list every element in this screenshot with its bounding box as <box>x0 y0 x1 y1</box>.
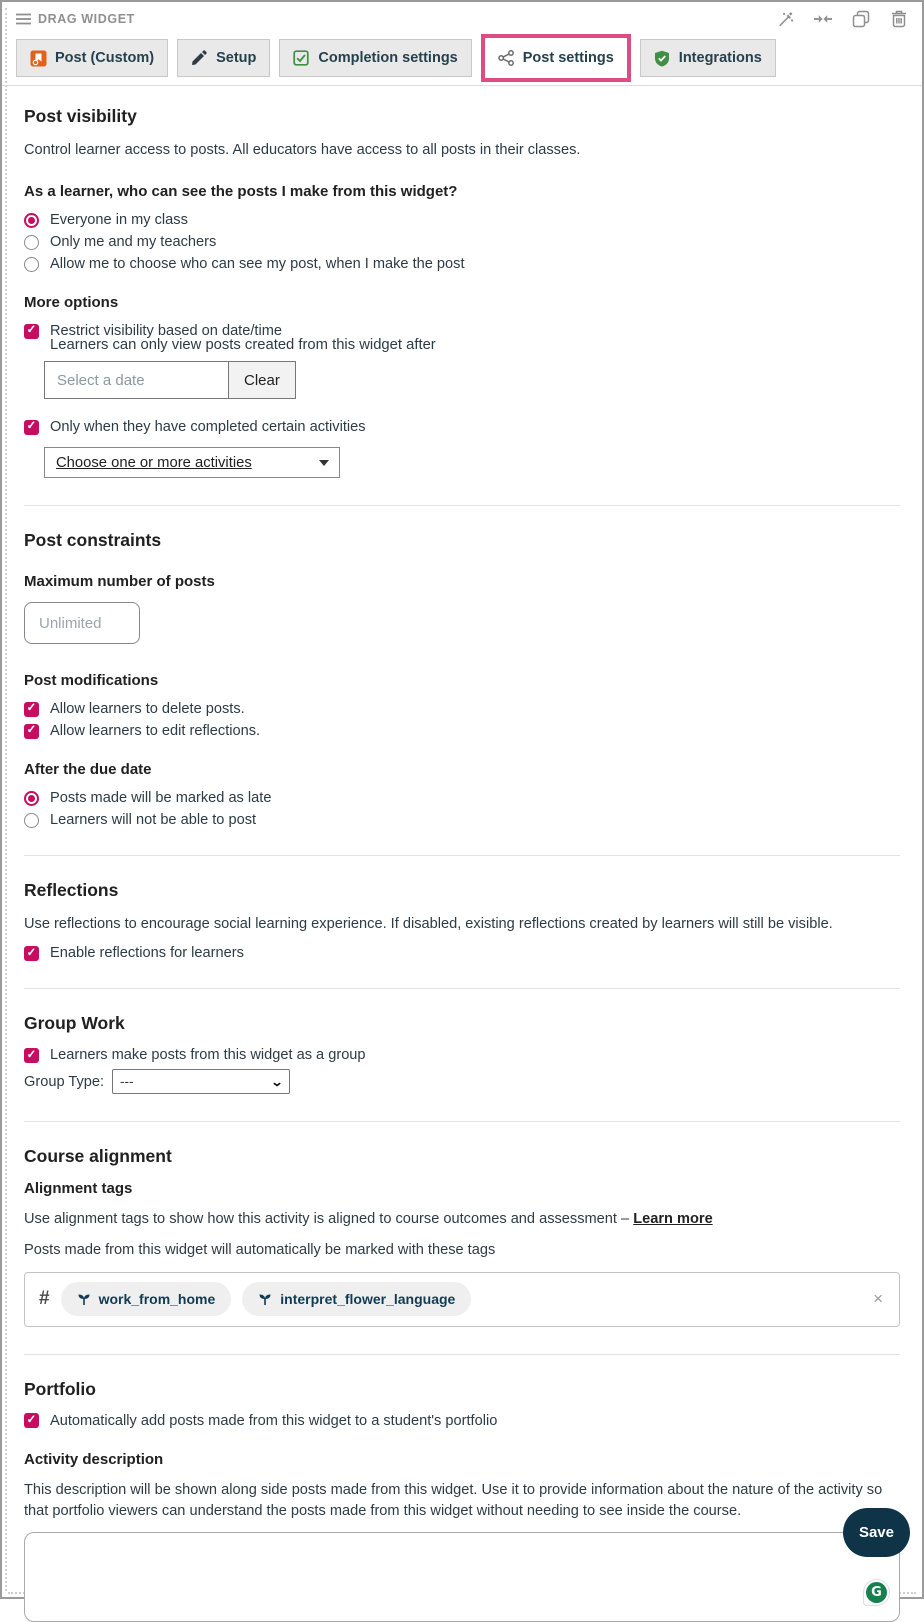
clear-tags-icon[interactable]: × <box>873 1289 883 1309</box>
reflections-heading: Reflections <box>24 880 119 901</box>
pencil-icon <box>191 50 208 67</box>
date-input[interactable] <box>44 361 229 399</box>
radio-everyone[interactable] <box>24 213 39 228</box>
course-alignment-heading: Course alignment <box>24 1146 172 1167</box>
post-modifications-heading: Post modifications <box>24 672 159 690</box>
group-type-label: Group Type: <box>24 1073 105 1090</box>
collapse-arrows-icon[interactable] <box>814 10 832 28</box>
alignment-description-text: Use alignment tags to show how this activity is aligned to course outcomes and assessment – <box>24 1211 634 1228</box>
tab-label: Setup <box>216 50 257 66</box>
section-divider <box>24 505 900 506</box>
visibility-option-only-me[interactable] <box>24 234 900 250</box>
radio-label: Learners will not be able to post <box>50 812 257 829</box>
save-button[interactable]: Save <box>843 1508 910 1557</box>
portfolio-heading: Portfolio <box>24 1378 96 1399</box>
group-type-select[interactable] <box>112 1069 290 1094</box>
widget-header <box>2 2 922 32</box>
auto-portfolio-row[interactable] <box>24 1413 900 1429</box>
completed-activities-row[interactable] <box>24 419 900 435</box>
restrict-help-text: Learners can only view posts created from this widget after <box>50 337 436 354</box>
magic-wand-icon[interactable] <box>776 10 794 28</box>
auto-mark-text: Posts made from this widget will automatically be marked with these tags <box>24 1242 496 1259</box>
allow-edit-row[interactable] <box>24 723 900 739</box>
tag-label: interpret_flower_language <box>280 1291 456 1308</box>
learn-more-link[interactable]: Learn more <box>633 1211 713 1228</box>
completed-activities-checkbox[interactable] <box>24 420 39 435</box>
max-posts-label: Maximum number of posts <box>24 573 215 591</box>
tab-setup[interactable] <box>177 39 270 77</box>
not-able-to-post-row[interactable] <box>24 812 900 828</box>
sprout-icon <box>258 1292 272 1306</box>
checkbox-label: Enable reflections for learners <box>50 945 244 962</box>
checkbox-label: Restrict visibility based on date/time <box>50 323 282 340</box>
checkbox-label: Only when they have completed certain activities <box>50 419 366 436</box>
post-custom-icon <box>30 50 47 67</box>
section-divider <box>24 1354 900 1355</box>
activity-description-text: This description will be shown along side posts made from this widget. Use it to provide information about the nature of the activity so that portfolio viewers can understand the posts made from this widget without needing to see inside the course. <box>24 1481 883 1519</box>
post-visibility-heading: Post visibility <box>24 106 137 126</box>
marked-late-row[interactable] <box>24 790 900 806</box>
group-posts-row[interactable] <box>24 1047 900 1063</box>
radio-label: Only me and my teachers <box>50 234 217 251</box>
reflections-description: Use reflections to encourage social learning experience. If disabled, existing reflections created by learners will still be visible. <box>24 916 833 933</box>
tab-label: Completion settings <box>318 50 458 66</box>
tag-pill-interpret-flower-language[interactable] <box>242 1282 471 1316</box>
checkbox-label: Allow learners to delete posts. <box>50 701 245 718</box>
drag-handle-icon[interactable] <box>14 10 32 28</box>
tag-pill-work-from-home[interactable] <box>61 1282 232 1316</box>
tag-label: work_from_home <box>98 1291 216 1308</box>
restrict-visibility-checkbox[interactable] <box>24 324 39 339</box>
max-posts-input[interactable] <box>24 602 140 644</box>
tab-completion-settings[interactable] <box>279 39 471 77</box>
tab-integrations[interactable] <box>640 39 776 77</box>
enable-reflections-checkbox[interactable] <box>24 946 39 961</box>
section-divider <box>24 988 900 989</box>
tab-bar <box>2 32 922 82</box>
visibility-option-everyone[interactable] <box>24 212 900 228</box>
alignment-tags-input[interactable] <box>24 1272 900 1327</box>
tab-label: Integrations <box>678 50 762 66</box>
activities-dropdown[interactable] <box>44 447 340 478</box>
activity-description-textarea[interactable] <box>24 1532 900 1622</box>
after-due-date-heading: After the due date <box>24 761 152 779</box>
radio-only-me[interactable] <box>24 235 39 250</box>
visibility-question: As a learner, who can see the posts I make from this widget? <box>24 183 458 201</box>
hash-icon: # <box>39 1288 50 1310</box>
group-type-value: --- <box>120 1074 134 1090</box>
date-picker-group <box>44 361 900 399</box>
section-divider <box>24 855 900 856</box>
more-options-heading: More options <box>24 294 119 312</box>
clear-date-button[interactable]: Clear <box>228 361 296 399</box>
not-able-to-post-radio[interactable] <box>24 813 39 828</box>
section-divider <box>24 1121 900 1122</box>
checkbox-label: Allow learners to edit reflections. <box>50 723 261 740</box>
radio-choose[interactable] <box>24 257 39 272</box>
completion-checkbox-icon <box>293 50 310 67</box>
checkbox-label: Learners make posts from this widget as a group <box>50 1047 366 1064</box>
alignment-description <box>24 1209 900 1230</box>
activity-description-heading: Activity description <box>24 1450 164 1468</box>
radio-label: Allow me to choose who can see my post, when I make the post <box>50 256 465 273</box>
grammarly-icon[interactable]: G <box>863 1579 890 1606</box>
post-visibility-description: Control learner access to posts. All educators have access to all posts in their classes. <box>24 142 581 158</box>
tab-post-custom[interactable] <box>16 39 168 77</box>
widget-title: DRAG WIDGET <box>38 12 135 26</box>
group-posts-checkbox[interactable] <box>24 1048 39 1063</box>
auto-portfolio-checkbox[interactable] <box>24 1413 39 1428</box>
alignment-tags-heading: Alignment tags <box>24 1180 133 1198</box>
trash-icon[interactable] <box>890 10 908 28</box>
caret-down-icon <box>319 460 329 466</box>
tab-label: Post settings <box>522 50 614 66</box>
tab-underline <box>2 85 922 86</box>
radio-label: Everyone in my class <box>50 212 188 229</box>
enable-reflections-row[interactable] <box>24 945 900 961</box>
activity-description-wrap <box>24 1532 900 1622</box>
allow-edit-checkbox[interactable] <box>24 724 39 739</box>
visibility-option-choose[interactable] <box>24 256 900 272</box>
allow-delete-checkbox[interactable] <box>24 702 39 717</box>
checkbox-label: Automatically add posts made from this widget to a student's portfolio <box>50 1412 498 1429</box>
drag-edge-left <box>5 8 7 1591</box>
radio-label: Posts made will be marked as late <box>50 790 272 807</box>
chevron-down-icon: ⌄ <box>270 1074 284 1089</box>
activities-dropdown-label: Choose one or more activities <box>56 454 252 471</box>
shield-check-icon <box>654 50 671 67</box>
post-settings-panel <box>2 86 922 1622</box>
tab-label: Post (Custom) <box>55 50 155 66</box>
duplicate-icon[interactable] <box>852 10 870 28</box>
marked-late-radio[interactable] <box>24 791 39 806</box>
group-work-heading: Group Work <box>24 1013 125 1034</box>
allow-delete-row[interactable] <box>24 701 900 717</box>
group-type-row <box>24 1069 900 1094</box>
tab-post-settings[interactable] <box>481 34 631 82</box>
post-constraints-heading: Post constraints <box>24 530 162 551</box>
share-nodes-icon <box>498 50 515 67</box>
sprout-icon <box>77 1292 91 1306</box>
